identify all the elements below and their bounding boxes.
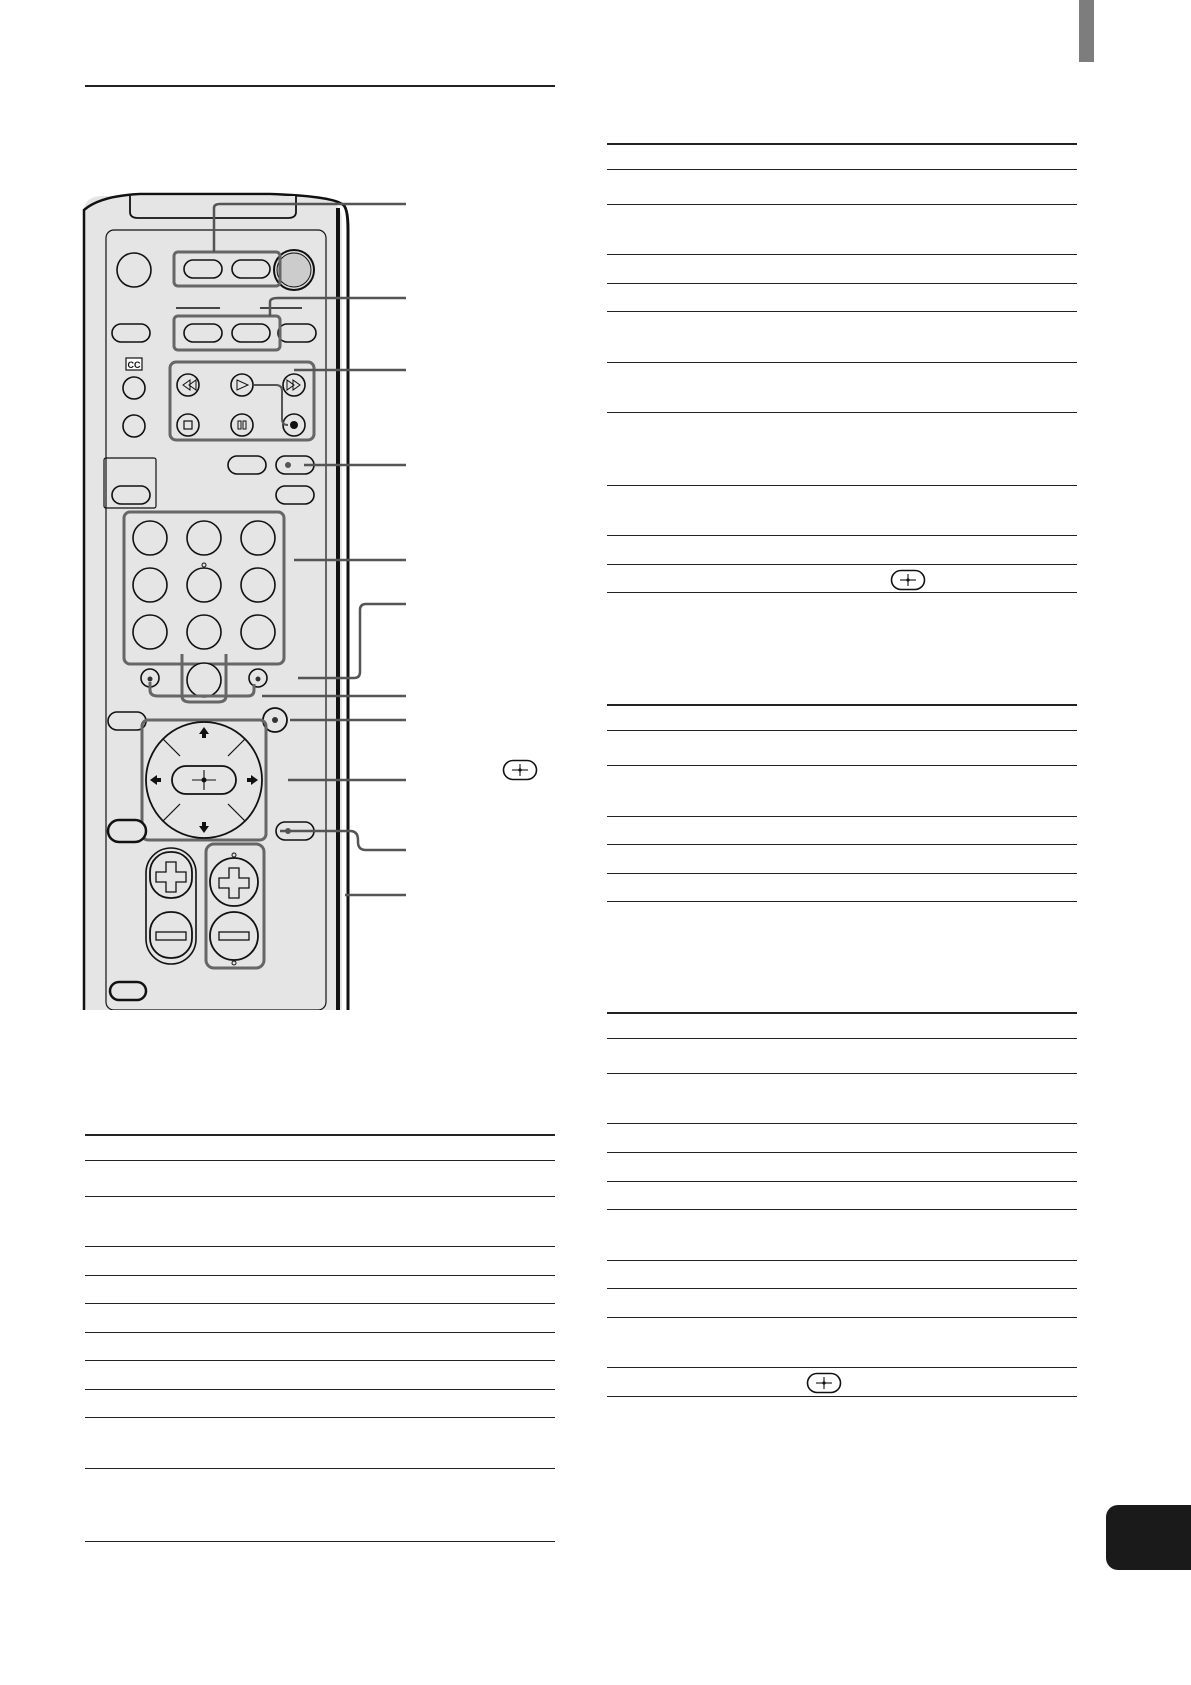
channel-minus-icon [219, 932, 249, 940]
tv-power-button [117, 253, 151, 287]
bottom-oval-button [110, 982, 146, 1000]
menu-side-button [108, 820, 146, 842]
cc-badge: CC [127, 360, 141, 370]
header-rule [85, 85, 555, 87]
callout-lines-lower [345, 890, 425, 900]
joystick-symbol [890, 569, 926, 591]
joystick-symbol [502, 759, 538, 781]
volume-rocker [146, 848, 196, 964]
corner-thumb-tab [1106, 1505, 1191, 1570]
left-round-button [123, 415, 145, 437]
guide-button [108, 712, 146, 730]
volume-minus-icon [156, 932, 186, 940]
edge-thumb-tab [1079, 0, 1094, 62]
cc-button [123, 377, 145, 399]
stop-button [177, 414, 199, 436]
input-button [112, 486, 150, 504]
joystick-symbol [806, 1372, 842, 1394]
left-mode-button [112, 324, 150, 342]
callout-lines [200, 190, 420, 910]
